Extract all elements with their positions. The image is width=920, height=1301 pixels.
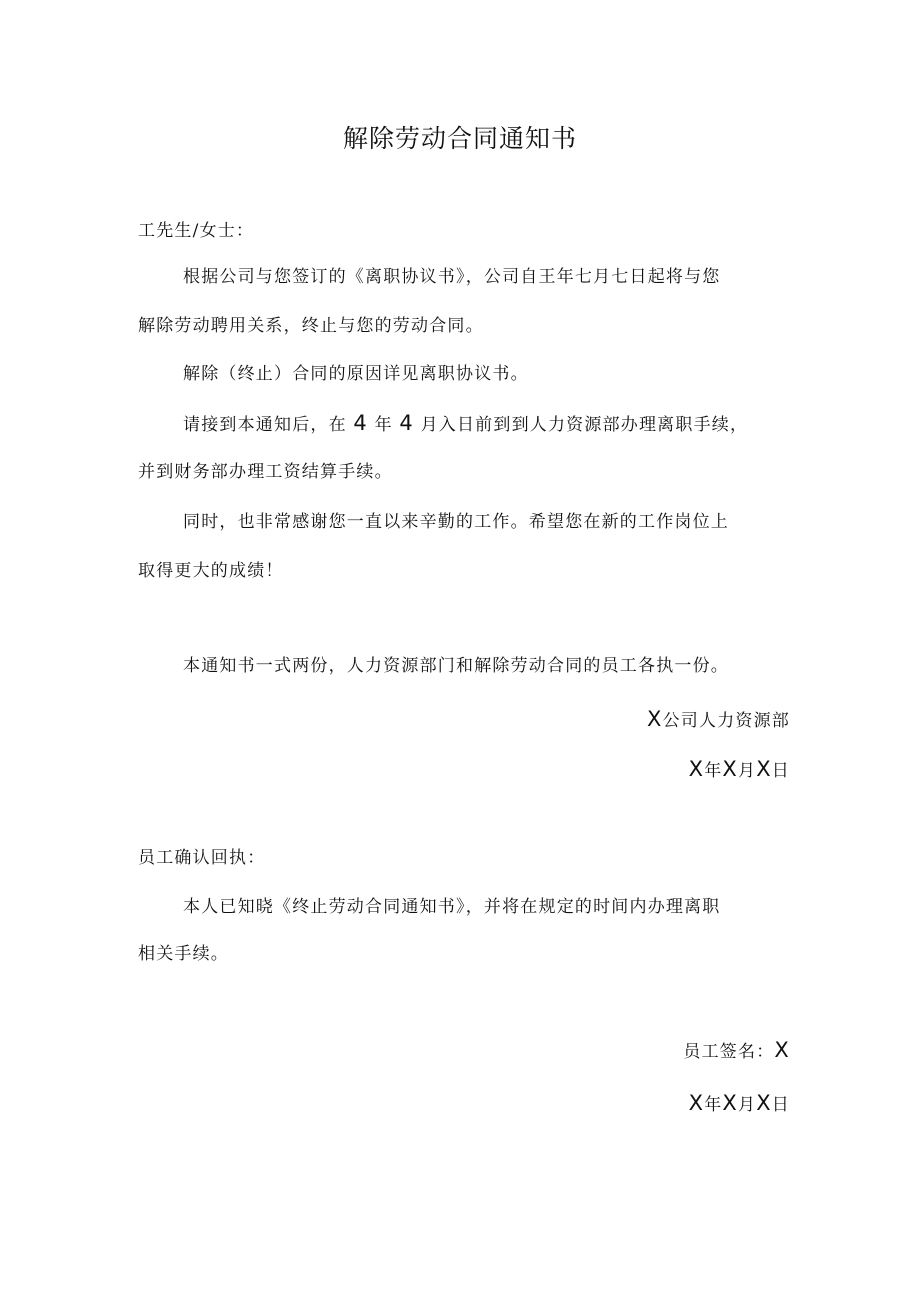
employee-date-month-placeholder: X <box>722 1091 738 1115</box>
receipt-heading: 员工确认回执： <box>138 848 266 868</box>
company-name-placeholder: X <box>647 707 663 731</box>
paragraph-3-month-number: 4 <box>399 411 414 435</box>
company-date <box>689 757 790 783</box>
employee-date-year-unit: 年 <box>704 1095 723 1115</box>
paragraph-4-line-2: 取得更大的成绩！ <box>138 561 284 581</box>
paragraph-4-line-1: 同时，也非常感谢您一直以来辛勤的工作。希望您在新的工作岗位上 <box>183 512 729 532</box>
paragraph-3-year-unit: 年 <box>374 415 393 435</box>
document-title: 解除劳动合同通知书 <box>342 124 577 153</box>
employee-signature-label: 员工签名： <box>683 1042 775 1062</box>
paragraph-2: 解除（终止）合同的原因详见离职协议书。 <box>183 364 529 384</box>
employee-date-day-placeholder: X <box>756 1091 772 1115</box>
receipt-line-2: 相关手续。 <box>138 944 229 964</box>
paragraph-1-line-2: 解除劳动聘用关系，终止与您的劳动合同。 <box>138 316 484 336</box>
paragraph-3-year-number: 4 <box>353 411 368 435</box>
paragraph-1-line-1: 根据公司与您签订的《离职协议书》，公司自王年七月七日起将与您 <box>183 267 721 287</box>
company-department: 公司人力资源部 <box>662 711 790 731</box>
paragraph-5: 本通知书一式两份，人力资源部门和解除劳动合同的员工各执一份。 <box>183 656 729 676</box>
employee-date <box>689 1091 790 1117</box>
employee-date-day-unit: 日 <box>771 1095 790 1115</box>
company-date-year-placeholder: X <box>688 757 705 781</box>
receipt-line-1: 本人已知晓《终止劳动合同通知书》，并将在规定的时间内办理离职 <box>183 897 721 917</box>
paragraph-3-line-1 <box>183 411 748 437</box>
paragraph-3-line-2: 并到财务部办理工资结算手续。 <box>138 462 393 482</box>
company-date-day-unit: 日 <box>771 761 790 781</box>
paragraph-3-prefix: 请接到本通知后，在 <box>183 415 347 435</box>
company-date-month-placeholder: X <box>722 757 738 781</box>
paragraph-3-rest: 月入日前到到人力资源部办理离职手续， <box>420 415 749 435</box>
company-date-year-unit: 年 <box>704 761 723 781</box>
employee-date-year-placeholder: X <box>688 1091 705 1115</box>
salutation: 工先生/女士： <box>138 221 255 241</box>
company-date-day-placeholder: X <box>756 757 772 781</box>
employee-signature-placeholder: X <box>774 1038 790 1062</box>
employee-date-month-unit: 月 <box>738 1095 757 1115</box>
company-date-month-unit: 月 <box>738 761 757 781</box>
employee-signature <box>683 1038 790 1064</box>
company-signature <box>647 707 790 733</box>
